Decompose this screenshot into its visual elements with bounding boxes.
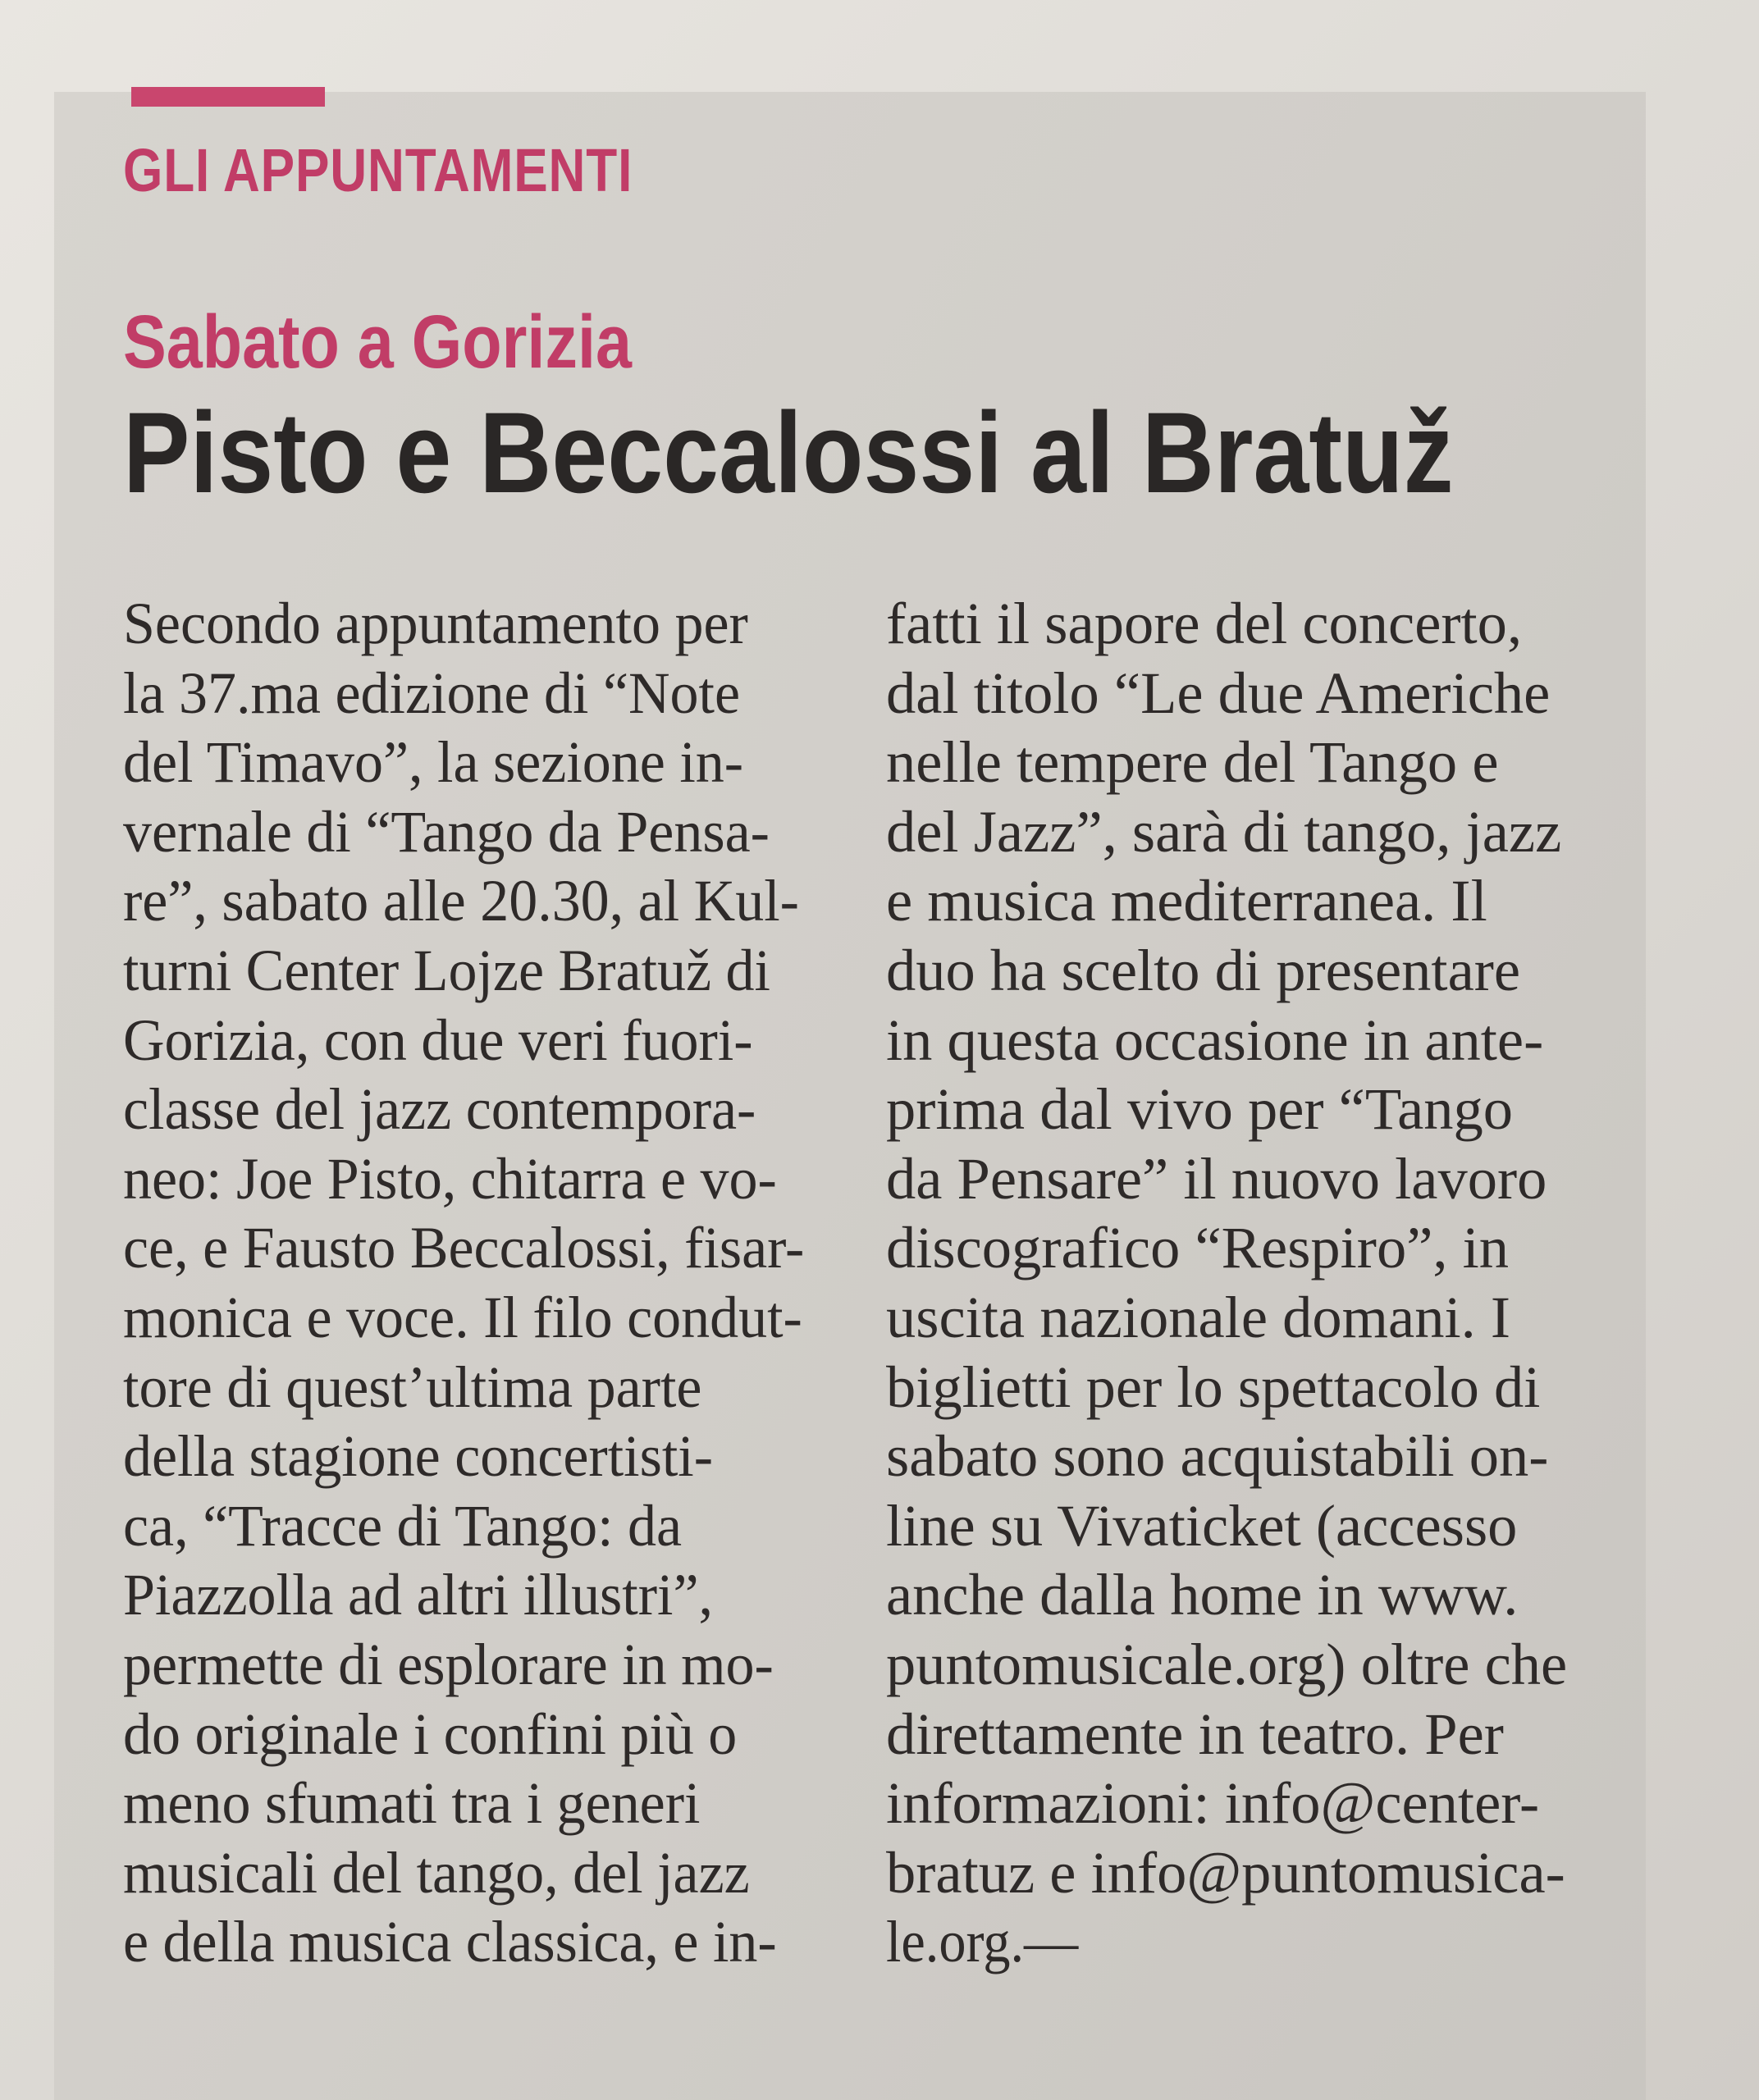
article-kicker: Sabato a Gorizia	[123, 300, 632, 384]
column-line: ce, e Fausto Beccalossi, fisar-	[123, 1215, 805, 1281]
column-line: dal titolo “Le due Americhe	[886, 660, 1551, 726]
column-line: classe del jazz contempora-	[123, 1076, 756, 1143]
column-line: discografico “Respiro”, in	[886, 1215, 1510, 1281]
column-line: Gorizia, con due veri fuori-	[123, 1007, 753, 1073]
column-line: Secondo appuntamento per	[123, 591, 748, 656]
column-line: do originale i confini più o	[123, 1701, 738, 1767]
article-column-right	[886, 589, 1568, 1977]
column-line: puntomusicale.org) oltre che	[886, 1631, 1568, 1697]
column-line: bratuz e info@puntomusica-	[886, 1839, 1565, 1906]
column-line: permette di esplorare in mo-	[123, 1631, 774, 1697]
section-label: GLI APPUNTAMENTI	[123, 136, 633, 204]
section-accent-bar	[131, 87, 325, 107]
column-line: e musica mediterranea. Il	[886, 868, 1487, 934]
column-line: neo: Joe Pisto, chitarra e vo-	[123, 1145, 777, 1212]
column-line: le.org.—	[886, 1909, 1079, 1975]
column-line: tore di quest’ultima parte	[123, 1354, 702, 1420]
column-line: re”, sabato alle 20.30, al Kul-	[123, 868, 799, 934]
column-line: line su Vivaticket (accesso	[886, 1492, 1518, 1559]
column-line: biglietti per lo spettacolo di	[886, 1354, 1541, 1420]
column-line: turni Center Lojze Bratuž di	[123, 937, 771, 1003]
column-line: monica e voce. Il filo condut-	[123, 1284, 802, 1350]
column-line: anche dalla home in www.	[886, 1562, 1519, 1628]
column-line: Piazzolla ad altri illustri”,	[123, 1562, 714, 1628]
column-line: del Jazz”, sarà di tango, jazz	[886, 798, 1562, 865]
column-line: informazioni: info@center-	[886, 1770, 1540, 1837]
column-line: la 37.ma edizione di “Note	[123, 660, 741, 726]
column-line: musicali del tango, del jazz	[123, 1839, 750, 1906]
column-line: prima dal vivo per “Tango	[886, 1076, 1514, 1143]
column-line: uscita nazionale domani. I	[886, 1284, 1511, 1350]
column-line: del Timavo”, la sezione in-	[123, 729, 744, 796]
article-column-left	[123, 589, 824, 1977]
column-line: sabato sono acquistabili on-	[886, 1423, 1549, 1490]
column-line: direttamente in teatro. Per	[886, 1701, 1504, 1767]
column-line: ca, “Tracce di Tango: da	[123, 1492, 683, 1559]
article-headline: Pisto e Beccalossi al Bratuž	[123, 388, 1454, 517]
column-line: duo ha scelto di presentare	[886, 937, 1521, 1003]
column-line: della stagione concertisti-	[123, 1423, 714, 1490]
column-line: in questa occasione in ante-	[886, 1007, 1544, 1073]
column-line: meno sfumati tra i generi	[123, 1770, 701, 1837]
column-line: e della musica classica, e in-	[123, 1909, 777, 1975]
column-line: nelle tempere del Tango e	[886, 729, 1499, 796]
column-line: fatti il sapore del concerto,	[886, 591, 1523, 656]
column-line: da Pensare” il nuovo lavoro	[886, 1145, 1547, 1212]
column-line: vernale di “Tango da Pensa-	[123, 798, 770, 865]
